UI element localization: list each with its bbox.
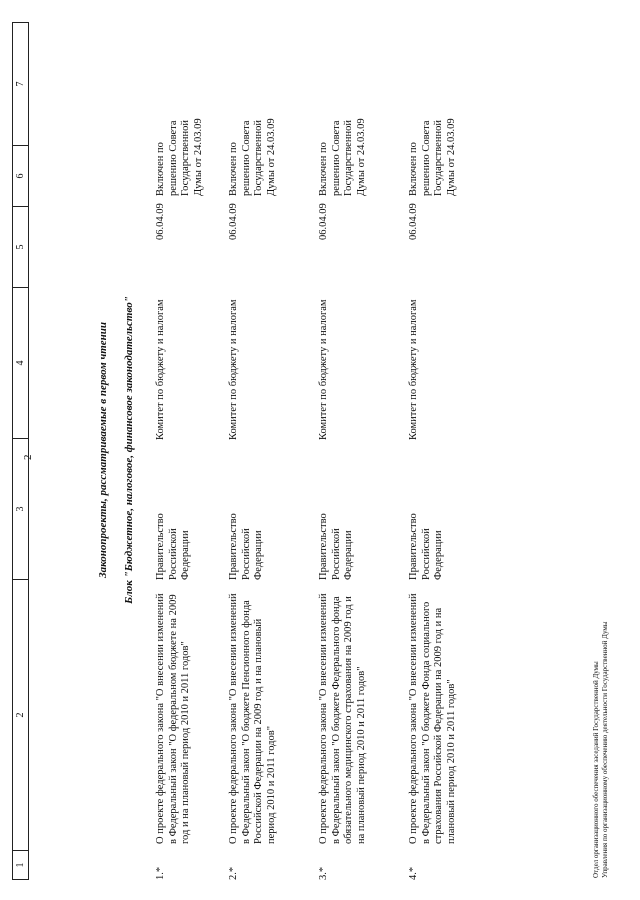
responsible-committee: Комитет по бюджету и налогам <box>155 299 166 440</box>
bill-author: Правительство Российской Федерации <box>228 513 264 580</box>
row-number: 3.* <box>318 866 329 880</box>
bill-title: О проекте федерального закона "О внесении изменений в Федеральный закон "О бюджете Фонда социального страхования Российской Федерации на 2009 год и на плановый период 2010 и 2011 годов" <box>408 593 457 844</box>
date: 06.04.09 <box>155 203 166 240</box>
column-header-4: 4 <box>13 287 28 438</box>
date: 06.04.09 <box>408 203 419 240</box>
footer-department: Отдел организационного обеспечения заседаний Государственной Думы <box>592 661 600 878</box>
column-header-7: 7 <box>15 81 26 87</box>
responsible-committee: Комитет по бюджету и налогам <box>408 299 419 440</box>
bill-title: О проекте федерального закона "О внесении изменений в Федеральный закон "О бюджете Федерального фонда обязательного медицинского страхования на 2009 год и на плановый период 2010 и 2011 годов" <box>318 593 367 844</box>
bill-author: Правительство Российской Федерации <box>155 513 191 580</box>
bill-author: Правительство Российской Федерации <box>408 513 444 580</box>
block-title: Блок "Бюджетное, налоговое, финансовое законодательство" <box>123 296 135 604</box>
note: Включен по решению Совета Государственной Думы от 24.03.09 <box>318 118 367 196</box>
row-number: 4.* <box>408 866 419 880</box>
section-title: Законопроекты, рассматриваемые в первом чтении <box>97 322 109 578</box>
date: 06.04.09 <box>228 203 239 240</box>
column-header-5: 5 <box>13 206 28 287</box>
responsible-committee: Комитет по бюджету и налогам <box>318 299 329 440</box>
page-number: 2 <box>22 454 34 460</box>
note: Включен по решению Совета Государственной Думы от 24.03.09 <box>228 118 277 196</box>
column-header-2: 2 <box>13 579 28 850</box>
bill-author: Правительство Российской Федерации <box>318 513 354 580</box>
column-header-3: 3 <box>13 438 28 579</box>
bill-title: О проекте федерального закона "О внесении изменений в Федеральный закон "О бюджете Пенсионного фонда Российской Федерации на 2009 год и на плановый период 2010 и 2011 годов" <box>228 593 277 844</box>
column-header-1: 1 <box>13 850 28 879</box>
note: Включен по решению Совета Государственной Думы от 24.03.09 <box>155 118 204 196</box>
bill-title: О проекте федерального закона "О внесении изменений в Федеральный закон "О федеральном бюджете на 2009 год и на плановый период 2010 и 2011 годов" <box>155 593 191 844</box>
responsible-committee: Комитет по бюджету и налогам <box>228 299 239 440</box>
row-number: 2.* <box>228 866 239 880</box>
row-number: 1.* <box>155 866 166 880</box>
note: Включен по решению Совета Государственной Думы от 24.03.09 <box>408 118 457 196</box>
column-header-row <box>12 22 29 880</box>
column-header-6: 6 <box>13 145 28 206</box>
date: 06.04.09 <box>318 203 329 240</box>
footer-directorate: Управления по организационному обеспечению деятельности Государственной Думы <box>601 621 609 878</box>
